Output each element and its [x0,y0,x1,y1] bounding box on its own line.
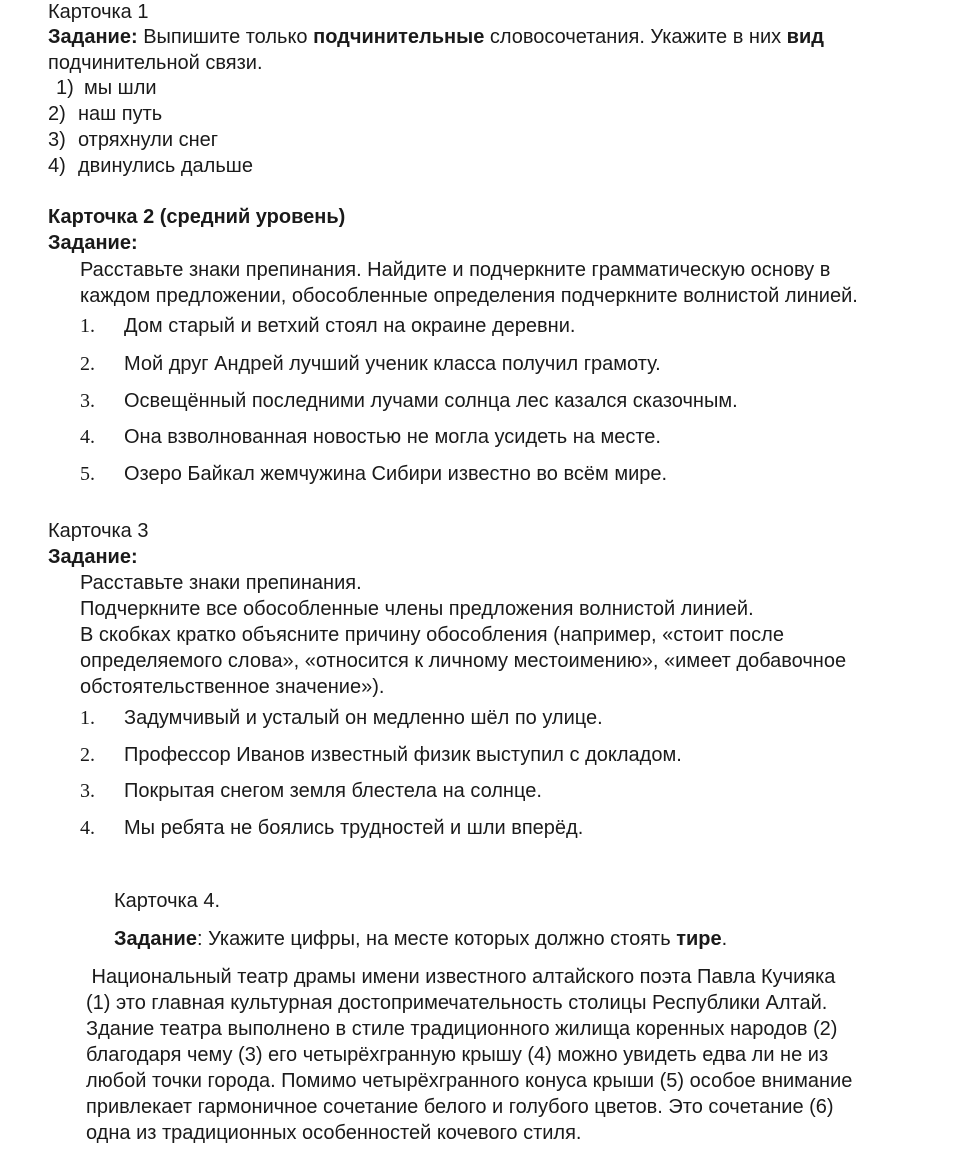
card1-item-num: 1) [56,77,74,99]
card4-task-label: Задание [114,928,197,950]
card1-task-bold-2: вид [786,26,824,48]
card4-task [114,926,727,952]
card2-item-text: Озеро Байкал жемчужина Сибири известно во всём мире. [124,463,668,485]
card2-item-num: 5. [80,463,95,485]
card3-title: Карточка 3 [48,520,149,542]
card1-task-bold-1: подчинительные [313,26,485,48]
card2-item-text: Мой друг Андрей лучший ученик класса получил грамоту. [124,353,661,375]
card3-instruction-line: обстоятельственное значение»). [80,676,385,698]
card4-text-line: одна из традиционных особенностей кочевого стиля. [86,1122,582,1144]
card4-text-line: Национальный театр драмы имени известного алтайского поэта Павла Кучияка [86,966,836,988]
card1-title: Карточка 1 [48,1,149,23]
card3-item-text: Покрытая снегом земля блестела на солнце. [124,780,542,802]
card2-item-text: Она взволнованная новостью не могла усидеть на месте. [124,426,661,448]
card1-item-num: 3) [48,129,66,151]
card3-item-text: Задумчивый и усталый он медленно шёл по улице. [124,707,603,729]
card3-item-text: Профессор Иванов известный физик выступил с докладом. [124,744,682,766]
card2-task-label: Задание: [48,232,138,254]
card1-item-text: наш путь [78,103,163,125]
card4-text-line: привлекает гармоничное сочетание белого и голубого цветов. Это сочетание (6) [86,1096,834,1118]
card4-text-line: (1) это главная культурная достопримечательность столицы Республики Алтай. [86,992,828,1014]
card4-task-end: . [721,928,728,950]
card3-instruction-line: Расставьте знаки препинания. [80,572,362,594]
card3-item-num: 4. [80,817,95,839]
card3-item-num: 1. [80,707,95,729]
card4-text-line: благодаря чему (3) его четырёхгранную крышу (4) можно увидеть едва ли не из [86,1044,829,1066]
card2-instruction-line: Расставьте знаки препинания. Найдите и подчеркните грамматическую основу в [80,259,831,281]
card2-item-num: 1. [80,315,95,337]
card1-task [48,24,824,50]
card1-item-num: 4) [48,155,66,177]
card2-item-num: 4. [80,426,95,448]
card3-task-label: Задание: [48,546,138,568]
card1-item-text: мы шли [84,77,157,99]
card2-instruction-line: каждом предложении, обособленные определения подчеркните волнистой линией. [80,285,858,307]
card4-text-line: любой точки города. Помимо четырёхгранного конуса крыши (5) особое внимание [86,1070,853,1092]
card1-item-text: двинулись дальше [78,155,253,177]
card1-item-text: отряхнули снег [78,129,219,151]
card3-instruction-line: определяемого слова», «относится к личному местоимению», «имеет добавочное [80,650,847,672]
card1-task-text-2: словосочетания. Укажите в них [484,26,787,48]
card2-item-num: 2. [80,353,95,375]
card1-task-label: Задание: [48,26,138,48]
card3-item-num: 3. [80,780,95,802]
card3-item-text: Мы ребята не боялись трудностей и шли вперёд. [124,817,584,839]
card1-item-num: 2) [48,103,66,125]
card3-item-num: 2. [80,744,95,766]
card2-item-text: Дом старый и ветхий стоял на окраине деревни. [124,315,576,337]
card2-item-num: 3. [80,390,95,412]
card4-task-text: : Укажите цифры, на месте которых должно стоять [196,928,677,950]
card3-instruction-line: Подчеркните все обособленные члены предложения волнистой линией. [80,598,754,620]
card2-item-text: Освещённый последними лучами солнца лес казался сказочным. [124,390,738,412]
card2-title: Карточка 2 (средний уровень) [48,206,346,228]
card1-task-line2: подчинительной связи. [48,52,263,74]
card4-text-line: Здание театра выполнено в стиле традиционного жилища коренных народов (2) [86,1018,838,1040]
card3-instruction-line: В скобках кратко объясните причину обособления (например, «стоит после [80,624,784,646]
card1-task-text-1: Выпишите только [137,26,314,48]
card4-title: Карточка 4. [114,890,221,912]
card4-task-bold: тире [676,928,722,950]
